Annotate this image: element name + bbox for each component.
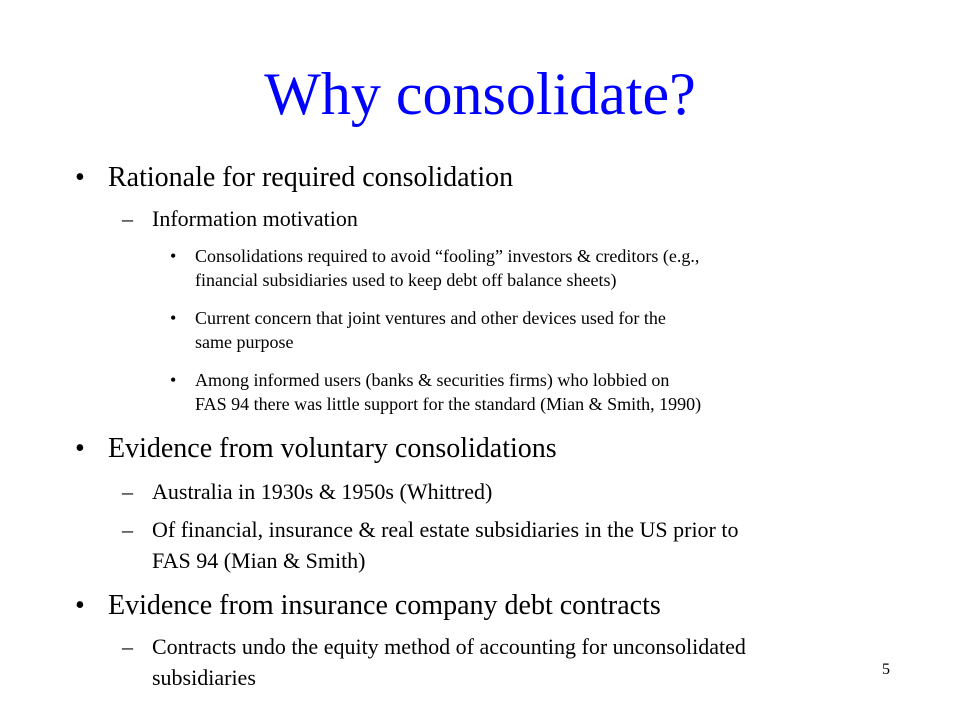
bullet-marker: • [170,308,177,328]
bullet-marker: • [75,590,85,621]
line-text: Consolidations required to avoid “fooling” investors & creditors (e.g., [195,246,700,266]
page-number: 5 [882,661,890,678]
bullet-text: Rationale for required consolidation [108,162,514,193]
line-text: financial subsidiaries used to keep debt off balance sheets) [195,270,617,290]
line-text: Current concern that joint ventures and other devices used for the [195,308,666,328]
dash-marker: – [122,206,133,231]
bullet-marker: • [75,162,85,193]
line-text: FAS 94 (Mian & Smith) [152,548,366,573]
sub-bullet-text: Information motivation [152,206,358,231]
bullet-text: Evidence from voluntary consolidations [108,433,557,464]
dash-marker: – [122,517,133,542]
bullet-marker: • [75,433,85,464]
dash-marker: – [122,634,133,659]
slide-title: Why consolidate? [264,61,696,127]
sub-bullet-text: Australia in 1930s & 1950s (Whittred) [152,479,493,504]
line-text: FAS 94 there was little support for the standard (Mian & Smith, 1990) [195,394,702,414]
bullet-marker: • [170,246,177,266]
line-text: subsidiaries [152,665,256,690]
line-text: Contracts undo the equity method of accounting for unconsolidated [152,634,746,659]
line-text: Among informed users (banks & securities firms) who lobbied on [195,370,670,390]
bullet-text: Evidence from insurance company debt contracts [108,590,661,621]
line-text: Of financial, insurance & real estate subsidiaries in the US prior to [152,517,739,542]
dash-marker: – [122,479,133,504]
bullet-marker: • [170,370,177,390]
line-text: same purpose [195,332,294,352]
